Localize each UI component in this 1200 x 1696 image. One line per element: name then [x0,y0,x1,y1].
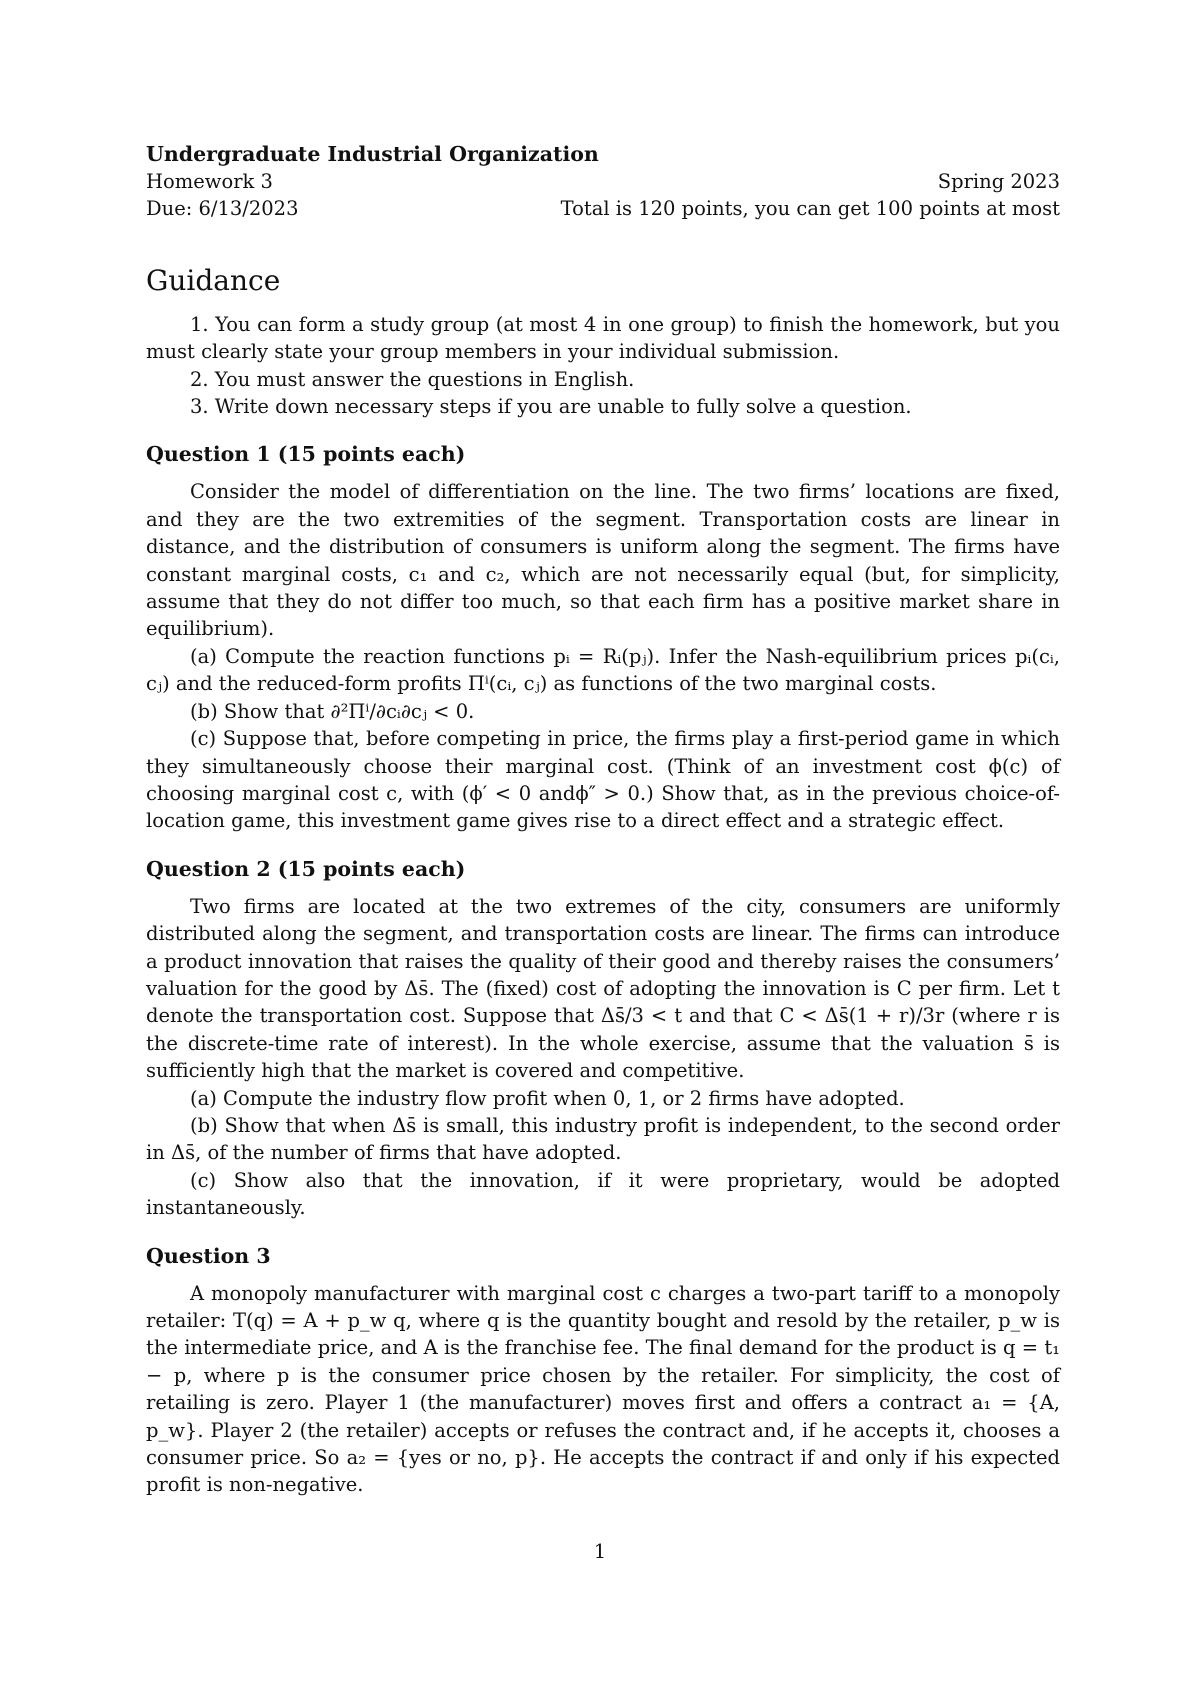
homework-number: Homework 3 [146,170,273,193]
question-heading: Question 3 [146,1243,271,1268]
question-part: (c) Show also that the innovation, if it were proprietary, would be adopted instantaneously. [146,1168,1060,1220]
question-parts [146,643,1060,835]
question-part: (a) Compute the industry flow profit when 0, 1, or 2 firms have adopted. [190,1086,905,1110]
points-note: Total is 120 points, you can get 100 points at most [560,197,1060,221]
question-1 [146,440,1060,834]
question-heading: Question 2 (15 points each) [146,856,466,881]
meta-row-homework [146,168,1060,195]
question-3 [146,1242,1060,1499]
question-parts [146,1085,1060,1222]
question-part: (b) Show that ∂²Πⁱ/∂cᵢ∂cⱼ < 0. [190,699,475,723]
due-date: Due: 6/13/2023 [146,197,299,221]
question-2 [146,855,1060,1222]
homework-page [146,140,1060,1499]
question-intro: A monopoly manufacturer with marginal cost c charges a two-part tariff to a monopoly retailer: T(q) = A + p_w q, where q is the quantity bought and resold by the retailer, p_w is the intermediate price, and A is the franchise fee. The final demand for the product is q = t₁ − p, where p is the consumer price chosen by the retailer. For simplicity, the cost of retailing is zero. Player 1 (the manufacturer) moves first and offers a contract a₁ = {A, p_w}. Player 2 (the retailer) accepts or refuses the contract and, if he accepts it, chooses a consumer price. So a₂ = {yes or no, p}. He accepts the contract if and only if his expected profit is non-negative. [146,1281,1060,1497]
term: Spring 2023 [937,170,1060,193]
question-part: (a) Compute the reaction functions pᵢ = Rᵢ(pⱼ). Infer the Nash-equilibrium prices pᵢ(cᵢ, cⱼ) and the reduced-form profits Πⁱ(cᵢ, cⱼ) as functions of the two marginal costs. [146,644,1060,696]
document-header [146,140,1060,223]
question-part: (b) Show that when Δs̄ is small, this industry profit is independent, to the second order in Δs̄, of the number of firms that have adopted. [146,1113,1060,1165]
question-intro: Two firms are located at the two extremes of the city, consumers are uniformly distributed along the segment, and transportation costs are linear. The firms can introduce a product innovation that raises the quality of their good and thereby raises the consumers’ valuation for the good by Δs̄. The (fixed) cost of adopting the innovation is C per firm. Let t denote the transportation cost. Suppose that Δs̄/3 < t and that C < Δs̄(1 + r)/3r (where r is the discrete-time rate of interest). In the whole exercise, assume that the valuation s̄ is sufficiently high that the market is covered and competitive. [146,894,1060,1083]
meta-row-due [146,195,1060,222]
question-part: (c) Suppose that, before competing in price, the firms play a first-period game in which they simultaneously choose their marginal cost. (Think of an investment cost ϕ(c) of choosing marginal cost c, with (ϕ′ < 0 andϕ″ > 0.) Show that, as in the previous choice-of-location game, this investment game gives rise to a direct effect and a strategic effect. [146,727,1060,833]
guidance-heading: Guidance [146,263,281,297]
question-heading: Question 1 (15 points each) [146,442,466,467]
guidance-item: 3. Write down necessary steps if you are unable to fully solve a question. [190,395,912,419]
course-title: Undergraduate Industrial Organization [146,142,599,166]
question-intro: Consider the model of differentiation on the line. The two firms’ locations are fixed, and they are the two extremities of the segment. Transportation costs are linear in distance, and the distribution of consumers is uniform along the segment. The firms have constant marginal costs, c₁ and c₂, which are not necessarily equal (but, for simplicity, assume that they do not differ too much, so that each firm has a positive market share in equilibrium). [146,480,1060,641]
guidance-item: 2. You must answer the questions in English. [190,367,635,391]
guidance-list [146,311,1060,421]
guidance-item: 1. You can form a study group (at most 4 in one group) to finish the homework, but you must clearly state your group members in your individual submission. [146,312,1060,364]
page-number: 1 [593,1540,607,1563]
